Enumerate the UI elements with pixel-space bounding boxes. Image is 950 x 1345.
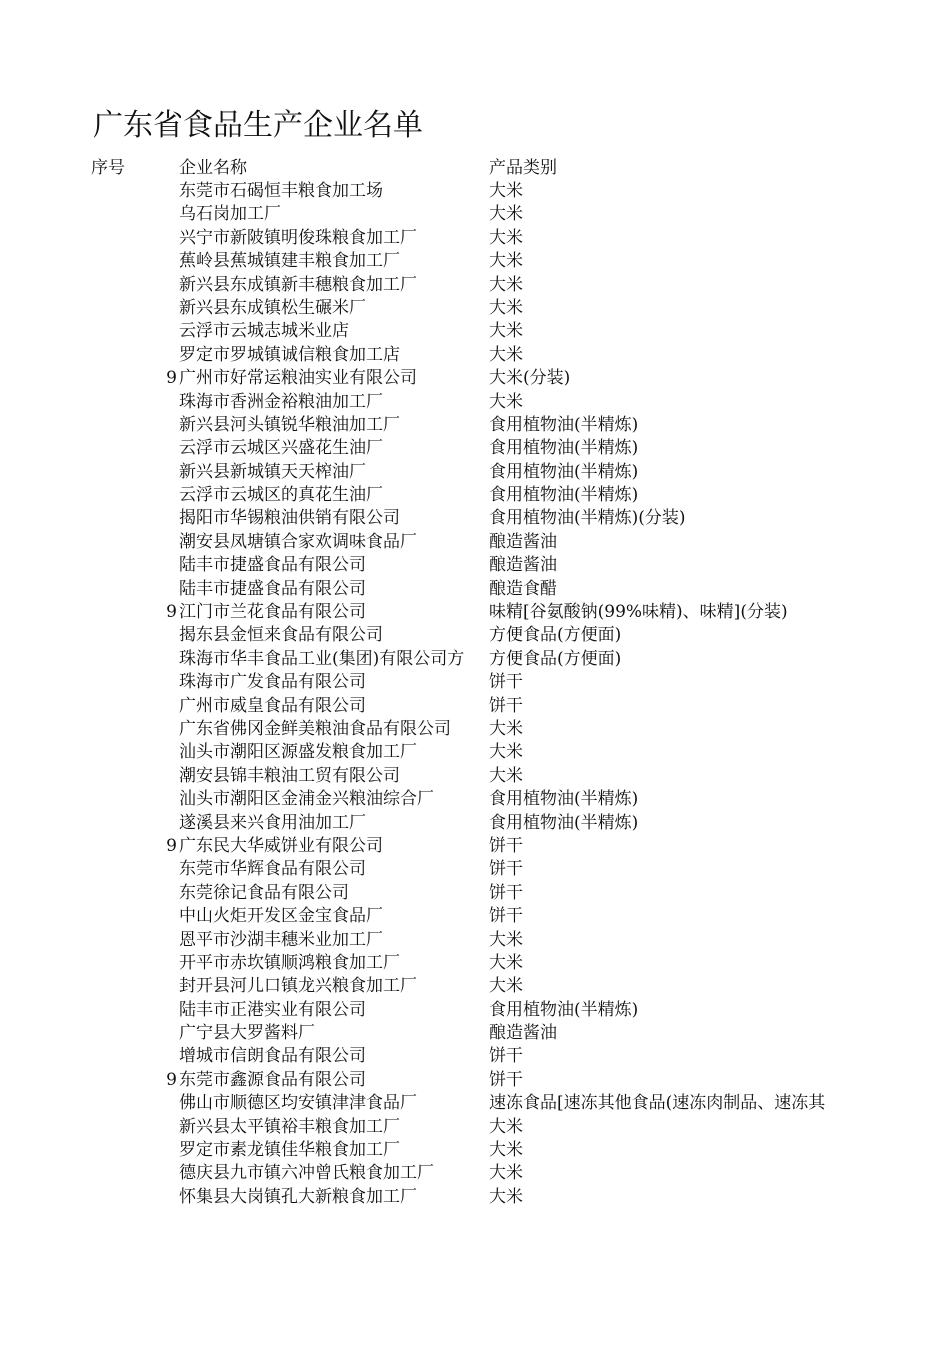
product-category: 饼干	[489, 835, 523, 856]
table-row	[0, 695, 950, 718]
product-category: 饼干	[489, 1046, 523, 1067]
product-category: 食用植物油(半精炼)	[489, 438, 639, 459]
table-row	[0, 718, 950, 741]
company-name: 中山火炬开发区金宝食品厂	[179, 906, 383, 927]
table-row	[0, 344, 950, 367]
product-category: 大米	[489, 204, 523, 225]
table-row	[0, 414, 950, 437]
row-number: 9	[166, 835, 177, 856]
company-name: 广东省佛冈金鲜美粮油食品有限公司	[179, 718, 451, 739]
header-product-category: 产品类别	[489, 158, 557, 178]
table-row	[0, 601, 950, 624]
product-category: 酿造酱油	[489, 1023, 557, 1044]
row-number: 9	[166, 1069, 177, 1090]
company-name: 德庆县九市镇六冲曾氏粮食加工厂	[179, 1163, 434, 1184]
product-category: 大米	[489, 251, 523, 272]
company-name: 兴宁市新陂镇明俊珠粮食加工厂	[179, 227, 417, 248]
table-row	[0, 1139, 950, 1162]
product-category: 大米	[489, 274, 523, 295]
table-row	[0, 484, 950, 507]
table-row	[0, 648, 950, 671]
table-row	[0, 741, 950, 764]
table-row	[0, 203, 950, 226]
company-name: 新兴县河头镇锐华粮油加工厂	[179, 414, 400, 435]
table-row	[0, 929, 950, 952]
header-no: 序号	[91, 158, 125, 178]
product-category: 大米	[489, 742, 523, 763]
table-row	[0, 461, 950, 484]
product-category: 大米	[489, 929, 523, 950]
product-category: 食用植物油(半精炼)	[489, 414, 639, 435]
company-name: 云浮市云城区的真花生油厂	[179, 485, 383, 506]
page-title: 广东省食品生产企业名单	[93, 108, 423, 143]
product-category: 大米	[489, 952, 523, 973]
table-row	[0, 952, 950, 975]
company-name: 封开县河儿口镇龙兴粮食加工厂	[179, 976, 417, 997]
product-category: 味精[谷氨酸钠(99%味精)、味精](分装)	[489, 602, 788, 623]
company-name: 新兴县太平镇裕丰粮食加工厂	[179, 1116, 400, 1137]
product-category: 大米	[489, 297, 523, 318]
product-category: 大米	[489, 765, 523, 786]
company-name: 云浮市云城区兴盛花生油厂	[179, 438, 383, 459]
product-category: 饼干	[489, 695, 523, 716]
company-name: 新兴县东成镇松生碾米厂	[179, 297, 366, 318]
product-category: 饼干	[489, 672, 523, 693]
company-name: 潮安县锦丰粮油工贸有限公司	[179, 765, 400, 786]
company-name: 珠海市华丰食品工业(集团)有限公司方	[179, 648, 465, 669]
company-name: 东莞徐记食品有限公司	[179, 882, 349, 903]
table-body	[0, 180, 950, 1209]
company-name: 陆丰市捷盛食品有限公司	[179, 578, 366, 599]
table-row	[0, 905, 950, 928]
product-category: 大米	[489, 227, 523, 248]
table-row	[0, 671, 950, 694]
company-name: 广州市好常运粮油实业有限公司	[179, 368, 417, 389]
table-row	[0, 274, 950, 297]
table-row	[0, 1116, 950, 1139]
product-category: 大米	[489, 718, 523, 739]
product-category: 速冻食品[速冻其他食品(速冻肉制品、速冻其	[489, 1093, 826, 1114]
company-name: 增城市信朗食品有限公司	[179, 1046, 366, 1067]
company-name: 江门市兰花食品有限公司	[179, 602, 366, 623]
product-category: 饼干	[489, 882, 523, 903]
company-name: 云浮市云城志城米业店	[179, 321, 349, 342]
table-row	[0, 975, 950, 998]
product-category: 酿造食醋	[489, 578, 557, 599]
company-name: 乌石岗加工厂	[179, 204, 281, 225]
company-name: 汕头市潮阳区金浦金兴粮油综合厂	[179, 789, 434, 810]
company-name: 新兴县新城镇天天榨油厂	[179, 461, 366, 482]
table-row	[0, 858, 950, 881]
product-category: 大米	[489, 1186, 523, 1207]
company-name: 珠海市广发食品有限公司	[179, 672, 366, 693]
company-name: 汕头市潮阳区源盛发粮食加工厂	[179, 742, 417, 763]
company-name: 广宁县大罗酱料厂	[179, 1023, 315, 1044]
table-row	[0, 180, 950, 203]
table-row	[0, 624, 950, 647]
table-row	[0, 437, 950, 460]
company-name: 怀集县大岗镇孔大新粮食加工厂	[179, 1186, 417, 1207]
product-category: 大米	[489, 976, 523, 997]
company-name: 珠海市香洲金裕粮油加工厂	[179, 391, 383, 412]
table-row	[0, 320, 950, 343]
company-name: 遂溪县来兴食用油加工厂	[179, 812, 366, 833]
table-row	[0, 765, 950, 788]
product-category: 酿造酱油	[489, 555, 557, 576]
header-company-name: 企业名称	[179, 158, 247, 178]
product-category: 大米	[489, 1116, 523, 1137]
company-name: 新兴县东成镇新丰穗粮食加工厂	[179, 274, 417, 295]
product-category: 食用植物油(半精炼)	[489, 812, 639, 833]
company-name: 东莞市石碣恒丰粮食加工场	[179, 181, 383, 201]
table-row	[0, 507, 950, 530]
table-row	[0, 999, 950, 1022]
product-category: 饼干	[489, 1069, 523, 1090]
company-name: 恩平市沙湖丰穗米业加工厂	[179, 929, 383, 950]
table-row	[0, 554, 950, 577]
row-number: 9	[166, 368, 177, 389]
company-name: 陆丰市捷盛食品有限公司	[179, 555, 366, 576]
table-row	[0, 812, 950, 835]
table-row	[0, 1045, 950, 1068]
product-category: 大米	[489, 321, 523, 342]
table-row	[0, 1162, 950, 1185]
table-row	[0, 788, 950, 811]
table-row	[0, 250, 950, 273]
product-category: 大米	[489, 1140, 523, 1161]
company-name: 陆丰市正港实业有限公司	[179, 999, 366, 1020]
product-category: 大米	[489, 391, 523, 412]
product-category: 大米	[489, 1163, 523, 1184]
row-number: 9	[166, 602, 177, 623]
company-name: 罗定市素龙镇佳华粮食加工厂	[179, 1140, 400, 1161]
table-row	[0, 227, 950, 250]
company-name: 东莞市华辉食品有限公司	[179, 859, 366, 880]
company-name: 开平市赤坎镇顺鸿粮食加工厂	[179, 952, 400, 973]
product-category: 食用植物油(半精炼)	[489, 485, 639, 506]
table-row	[0, 1069, 950, 1092]
product-category: 饼干	[489, 906, 523, 927]
product-category: 大米(分装)	[489, 368, 571, 389]
company-name: 揭阳市华锡粮油供销有限公司	[179, 508, 400, 529]
product-category: 方便食品(方便面)	[489, 648, 622, 669]
table-row	[0, 297, 950, 320]
table-row	[0, 835, 950, 858]
product-category: 食用植物油(半精炼)(分装)	[489, 508, 686, 529]
table-row	[0, 367, 950, 390]
table-row	[0, 578, 950, 601]
product-category: 食用植物油(半精炼)	[489, 461, 639, 482]
product-category: 大米	[489, 344, 523, 365]
company-name: 蕉岭县蕉城镇建丰粮食加工厂	[179, 251, 400, 272]
product-category: 酿造酱油	[489, 531, 557, 552]
product-category: 大米	[489, 181, 523, 201]
product-category: 饼干	[489, 859, 523, 880]
company-name: 罗定市罗城镇诚信粮食加工店	[179, 344, 400, 365]
company-name: 东莞市鑫源食品有限公司	[179, 1069, 366, 1090]
product-category: 食用植物油(半精炼)	[489, 789, 639, 810]
product-category: 食用植物油(半精炼)	[489, 999, 639, 1020]
table-row	[0, 1186, 950, 1209]
table-header	[0, 157, 950, 180]
company-name: 广东民大华威饼业有限公司	[179, 835, 383, 856]
company-name: 佛山市顺德区均安镇津津食品厂	[179, 1093, 417, 1114]
company-name: 广州市威皇食品有限公司	[179, 695, 366, 716]
company-name: 揭东县金恒来食品有限公司	[179, 625, 383, 646]
table-row	[0, 391, 950, 414]
table-row	[0, 531, 950, 554]
product-category: 方便食品(方便面)	[489, 625, 622, 646]
table-row	[0, 1022, 950, 1045]
table-row	[0, 1092, 950, 1115]
company-name: 潮安县凤塘镇合家欢调味食品厂	[179, 531, 417, 552]
table-row	[0, 882, 950, 905]
